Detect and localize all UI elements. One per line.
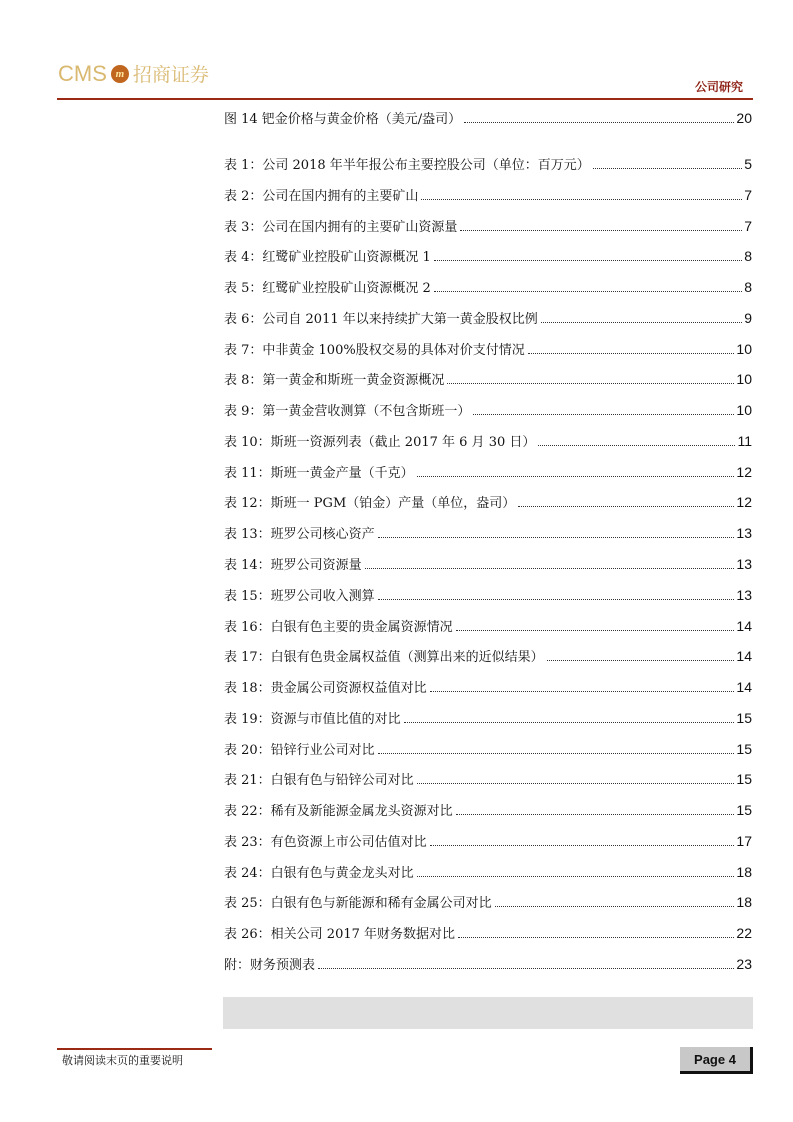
toc-leader: [541, 322, 742, 323]
toc-entry[interactable]: [224, 616, 752, 634]
toc-leader: [430, 845, 735, 846]
toc-leader: [447, 383, 734, 384]
header-divider: [57, 98, 753, 100]
toc-leader: [458, 937, 734, 938]
toc-title: 表 18：贵金属公司资源权益值对比: [224, 681, 427, 697]
toc-entry[interactable]: [224, 339, 752, 357]
toc-leader: [404, 722, 735, 723]
toc-title: 表 25：白银有色与新能源和稀有金属公司对比: [224, 896, 492, 912]
toc-page: 15: [736, 802, 752, 819]
toc-title: 表 21：白银有色与铅锌公司对比: [224, 773, 414, 789]
toc-title: 表 16：白银有色主要的贵金属资源情况: [224, 619, 453, 635]
toc-title: 表 6：公司自 2011 年以来持续扩大第一黄金股权比例: [224, 311, 538, 327]
toc-entry[interactable]: [224, 492, 752, 510]
toc-entry[interactable]: [224, 523, 752, 541]
toc-page: 13: [736, 586, 752, 603]
toc-entry[interactable]: [224, 554, 752, 572]
toc-page: 15: [736, 771, 752, 788]
toc-title: 表 24：白银有色与黄金龙头对比: [224, 865, 414, 881]
toc-page: 10: [736, 402, 752, 419]
toc-page: 15: [736, 709, 752, 726]
toc-title: 表 4：红鹭矿业控股矿山资源概况 1: [224, 250, 431, 266]
toc-title: 表 2：公司在国内拥有的主要矿山: [224, 188, 419, 204]
toc-leader: [518, 506, 734, 507]
gray-box: [223, 997, 753, 1029]
toc-page: 18: [736, 863, 752, 880]
toc-entry[interactable]: [224, 708, 752, 726]
toc-title: 表 12：斯班一 PGM（铂金）产量（单位，盎司）: [224, 496, 516, 512]
toc-leader: [456, 814, 735, 815]
toc-entry[interactable]: [224, 862, 752, 880]
toc-leader: [378, 753, 735, 754]
toc-title: 表 9：第一黄金营收测算（不包含斯班一）: [224, 404, 471, 420]
section-label: 公司研究: [694, 80, 743, 94]
toc-leader: [318, 968, 734, 969]
toc-page: 14: [736, 648, 752, 665]
toc-leader: [365, 568, 735, 569]
toc-entry[interactable]: [224, 216, 752, 234]
toc-leader: [434, 291, 742, 292]
toc-page: 12: [736, 494, 752, 511]
cms-logo: [58, 60, 209, 87]
toc-title: 表 11：斯班一黄金产量（千克）: [224, 465, 414, 481]
toc-entry[interactable]: [224, 431, 752, 449]
toc-entry[interactable]: [224, 800, 752, 818]
toc-title: 表 14：班罗公司资源量: [224, 558, 362, 573]
footer-divider: [57, 1048, 212, 1050]
toc-title: 表 15：班罗公司收入测算: [224, 588, 375, 604]
toc-page: 18: [736, 894, 752, 911]
toc-page: 13: [736, 556, 752, 572]
toc-title: 表 3：公司在国内拥有的主要矿山资源量: [224, 219, 458, 235]
toc-title: 表 22：稀有及新能源金属龙头资源对比: [224, 804, 453, 820]
toc-leader: [495, 906, 735, 907]
toc-page: 5: [744, 156, 752, 172]
toc-entry[interactable]: [224, 277, 752, 295]
logo-seal-icon: m: [111, 65, 129, 83]
logo-text: CMS: [58, 60, 107, 86]
toc-page: 10: [736, 371, 752, 388]
toc-title: 表 20：铅锌行业公司对比: [224, 742, 375, 758]
toc-entry[interactable]: [224, 369, 752, 387]
toc-entry[interactable]: [224, 769, 752, 787]
toc-page: 8: [744, 248, 752, 265]
toc-page: 17: [736, 832, 752, 849]
toc-leader: [417, 783, 735, 784]
logo-cn: 招商证券: [132, 64, 209, 86]
toc-entry[interactable]: [224, 185, 752, 203]
toc-entry[interactable]: [224, 646, 752, 664]
toc-entry[interactable]: [224, 154, 752, 172]
toc-entry[interactable]: [224, 308, 752, 326]
toc-leader: [378, 537, 735, 538]
toc-page: 22: [736, 925, 752, 942]
toc-entry[interactable]: [224, 585, 752, 603]
toc-page: 12: [736, 463, 752, 480]
toc-entry[interactable]: [224, 400, 752, 418]
toc-entry[interactable]: [224, 954, 752, 972]
toc-title: 表 23：有色资源上市公司估值对比: [224, 834, 427, 850]
toc-page: 14: [736, 679, 752, 696]
toc-leader: [421, 199, 742, 200]
toc-entry[interactable]: [224, 892, 752, 910]
toc-leader: [473, 414, 734, 415]
toc-entry[interactable]: [224, 923, 752, 941]
toc-page: 11: [737, 432, 752, 449]
page-number: Page 4: [680, 1047, 753, 1074]
toc-page: 9: [744, 309, 752, 326]
toc-title: 表 26：相关公司 2017 年财务数据对比: [224, 927, 456, 943]
toc-title: 表 19：资源与市值比值的对比: [224, 711, 401, 727]
toc-leader: [417, 876, 735, 877]
toc-leader: [430, 691, 735, 692]
toc-page: 14: [736, 617, 752, 634]
toc-leader: [547, 660, 735, 661]
toc-leader: [378, 599, 735, 600]
toc-page: 7: [744, 217, 752, 234]
toc-page: 23: [736, 956, 752, 973]
toc-title: 表 5：红鹭矿业控股矿山资源概况 2: [224, 281, 431, 297]
toc-leader: [460, 230, 742, 231]
toc-title: 表 1：公司 2018 年半年报公布主要控股公司（单位：百万元）: [224, 158, 590, 173]
toc-title: 表 13：班罗公司核心资产: [224, 527, 375, 543]
toc-entry[interactable]: [224, 108, 752, 126]
toc-title: 图 14 钯金价格与黄金价格（美元/盎司）: [224, 112, 462, 127]
toc-leader: [538, 445, 735, 446]
toc-title: 附：财务预测表: [224, 958, 316, 974]
toc-entry[interactable]: [224, 739, 752, 757]
toc-entry[interactable]: [224, 462, 752, 480]
toc-leader: [593, 168, 742, 169]
toc-title: 表 7：中非黄金 100%股权交易的具体对价支付情况: [224, 342, 525, 358]
toc-leader: [456, 630, 735, 631]
toc-title: 表 8：第一黄金和斯班一黄金资源概况: [224, 373, 445, 389]
toc-title: 表 10：斯班一资源列表（截止 2017 年 6 月 30 日）: [224, 434, 536, 450]
toc-page: 7: [744, 186, 752, 203]
toc-entry[interactable]: [224, 831, 752, 849]
toc-page: 13: [736, 525, 752, 542]
toc-leader: [464, 122, 734, 123]
toc-leader: [528, 353, 735, 354]
toc-page: 10: [736, 340, 752, 357]
toc-leader: [434, 260, 742, 261]
toc-page: 15: [736, 740, 752, 757]
toc-title: 表 17：白银有色贵金属权益值（测算出来的近似结果）: [224, 650, 544, 666]
toc-entry[interactable]: [224, 677, 752, 695]
footer-notice: 敬请阅读末页的重要说明: [62, 1054, 183, 1067]
toc-page: 8: [744, 279, 752, 296]
toc-leader: [417, 476, 735, 477]
toc-page: 20: [736, 110, 752, 126]
toc-entry[interactable]: [224, 246, 752, 264]
